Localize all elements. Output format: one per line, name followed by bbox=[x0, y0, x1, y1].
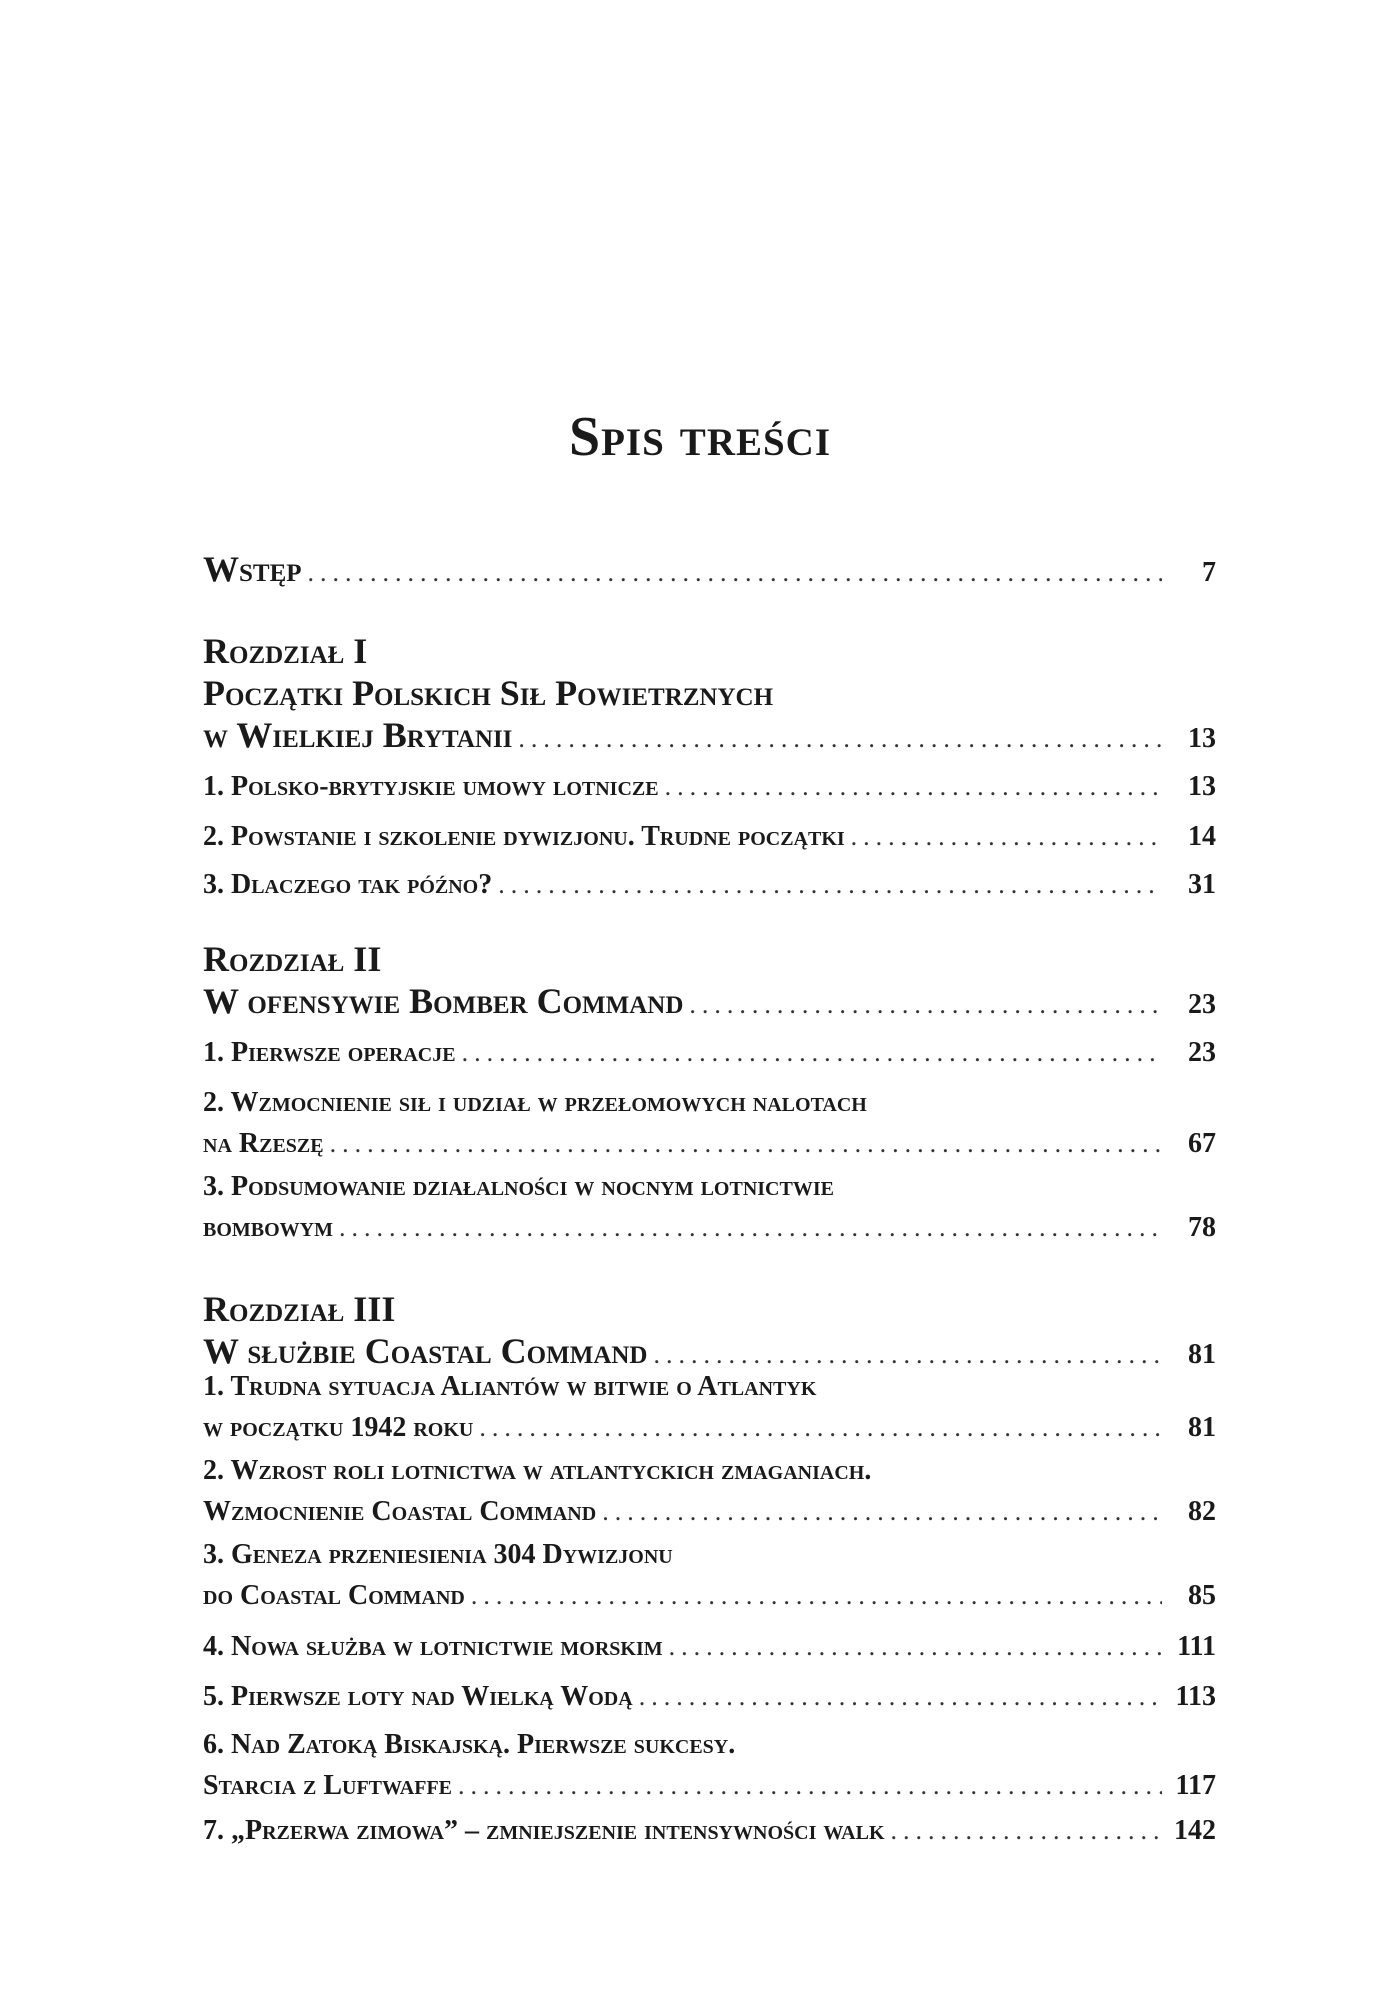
dot-leader bbox=[308, 552, 1162, 594]
toc-entry-label: 2. Powstanie i szkolenie dywizjonu. Trudne początki bbox=[203, 821, 845, 852]
dot-leader bbox=[330, 1123, 1162, 1164]
page-number: 85 bbox=[1188, 1580, 1216, 1611]
toc-entry-label: 3. Dlaczego tak późno? bbox=[203, 869, 493, 900]
chapter-3-heading[interactable] bbox=[203, 1288, 1216, 1376]
toc-entry-label: 1. Trudna sytuacja Aliantów w bitwie o Atlantyk bbox=[203, 1371, 817, 1402]
toc-entry-label: 5. Pierwsze loty nad Wielką Wodą bbox=[203, 1681, 633, 1712]
dot-leader bbox=[479, 1407, 1162, 1448]
toc-entry-label: 3. Geneza przeniesienia 304 Dywizjonu bbox=[203, 1539, 673, 1570]
dot-leader bbox=[518, 718, 1162, 760]
toc-entry-label: 3. Podsumowanie działalności w nocnym lotnictwie bbox=[203, 1171, 834, 1202]
toc-entry-label-continued: do Coastal Command bbox=[203, 1580, 465, 1611]
page-number: 113 bbox=[1175, 1681, 1216, 1712]
toc-entry-label-continued: w początku 1942 roku bbox=[203, 1412, 474, 1443]
dot-leader bbox=[462, 1032, 1162, 1073]
page-number: 111 bbox=[1177, 1631, 1216, 1662]
toc-entry[interactable] bbox=[203, 1810, 1216, 1851]
chapter-number: Rozdział I bbox=[203, 631, 368, 671]
toc-entry-label: 2. Wzrost roli lotnictwa w atlantyckich zmaganiach. bbox=[203, 1455, 872, 1486]
chapter-title: W służbie Coastal Command bbox=[203, 1331, 648, 1371]
page-title: Spis treści bbox=[568, 406, 832, 468]
toc-entry-label: Wstęp bbox=[203, 549, 302, 589]
toc-entry-label: 7. „Przerwa zimowa” – zmniejszenie intensywności walk bbox=[203, 1815, 885, 1846]
page-number: 13 bbox=[1188, 771, 1216, 802]
dot-leader bbox=[498, 864, 1162, 905]
toc-entry[interactable] bbox=[203, 1724, 1216, 1806]
toc-entry-label: 1. Pierwsze operacje bbox=[203, 1037, 456, 1068]
page-number: 14 bbox=[1188, 821, 1216, 852]
toc-entry[interactable] bbox=[203, 1450, 1216, 1532]
dot-leader bbox=[851, 816, 1162, 857]
toc-entry[interactable] bbox=[203, 1366, 1216, 1448]
chapter-number: Rozdział III bbox=[203, 1289, 396, 1329]
dot-leader bbox=[602, 1491, 1162, 1532]
toc-entry[interactable] bbox=[203, 1626, 1216, 1667]
dot-leader bbox=[891, 1810, 1160, 1851]
dot-leader bbox=[458, 1765, 1162, 1806]
toc-entry[interactable] bbox=[203, 1534, 1216, 1616]
dot-leader bbox=[339, 1207, 1162, 1248]
page-number: 67 bbox=[1188, 1128, 1216, 1159]
page-number: 81 bbox=[1188, 1412, 1216, 1443]
chapter-1-heading[interactable] bbox=[203, 630, 1216, 760]
page-number: 31 bbox=[1188, 869, 1216, 900]
chapter-number: Rozdział II bbox=[203, 939, 382, 979]
toc-entry[interactable] bbox=[203, 1032, 1216, 1073]
dot-leader bbox=[689, 984, 1162, 1026]
page-number: 23 bbox=[1188, 989, 1216, 1020]
chapter-title: Początki Polskich Sił Powietrznych bbox=[203, 673, 774, 713]
page-number: 7 bbox=[1202, 557, 1216, 588]
toc-entry-intro[interactable] bbox=[203, 548, 1216, 594]
chapter-2-heading[interactable] bbox=[203, 938, 1216, 1026]
dot-leader bbox=[665, 766, 1162, 807]
page-number: 117 bbox=[1175, 1770, 1216, 1801]
page-number: 23 bbox=[1188, 1037, 1216, 1068]
toc-entry[interactable] bbox=[203, 1082, 1216, 1164]
toc-entry[interactable] bbox=[203, 816, 1216, 857]
page-number: 81 bbox=[1188, 1339, 1216, 1370]
toc-entry[interactable] bbox=[203, 864, 1216, 905]
dot-leader bbox=[471, 1575, 1162, 1616]
toc-entry-label-continued: bombowym bbox=[203, 1212, 333, 1243]
toc-entry[interactable] bbox=[203, 766, 1216, 807]
toc-entry-label-continued: Starcia z Luftwaffe bbox=[203, 1770, 452, 1801]
toc-entry[interactable] bbox=[203, 1166, 1216, 1248]
toc-entry-label-continued: Wzmocnienie Coastal Command bbox=[203, 1496, 597, 1527]
toc-entry-label: 4. Nowa służba w lotnictwie morskim bbox=[203, 1631, 663, 1662]
toc-entry-label: 2. Wzmocnienie sił i udział w przełomowych nalotach bbox=[203, 1087, 867, 1118]
page-number: 13 bbox=[1188, 723, 1216, 754]
toc-entry-label: 6. Nad Zatoką Biskajską. Pierwsze sukcesy. bbox=[203, 1729, 736, 1760]
dot-leader bbox=[669, 1626, 1162, 1667]
chapter-title: W ofensywie Bomber Command bbox=[203, 981, 684, 1021]
page-number: 78 bbox=[1188, 1212, 1216, 1243]
page-number: 142 bbox=[1174, 1815, 1216, 1846]
dot-leader bbox=[639, 1676, 1162, 1717]
toc-entry-label: 1. Polsko-brytyjskie umowy lotnicze bbox=[203, 771, 659, 802]
chapter-title-continued: w Wielkiej Brytanii bbox=[203, 715, 513, 755]
toc-entry-label-continued: na Rzeszę bbox=[203, 1128, 324, 1159]
page-number: 82 bbox=[1188, 1496, 1216, 1527]
toc-entry[interactable] bbox=[203, 1676, 1216, 1717]
